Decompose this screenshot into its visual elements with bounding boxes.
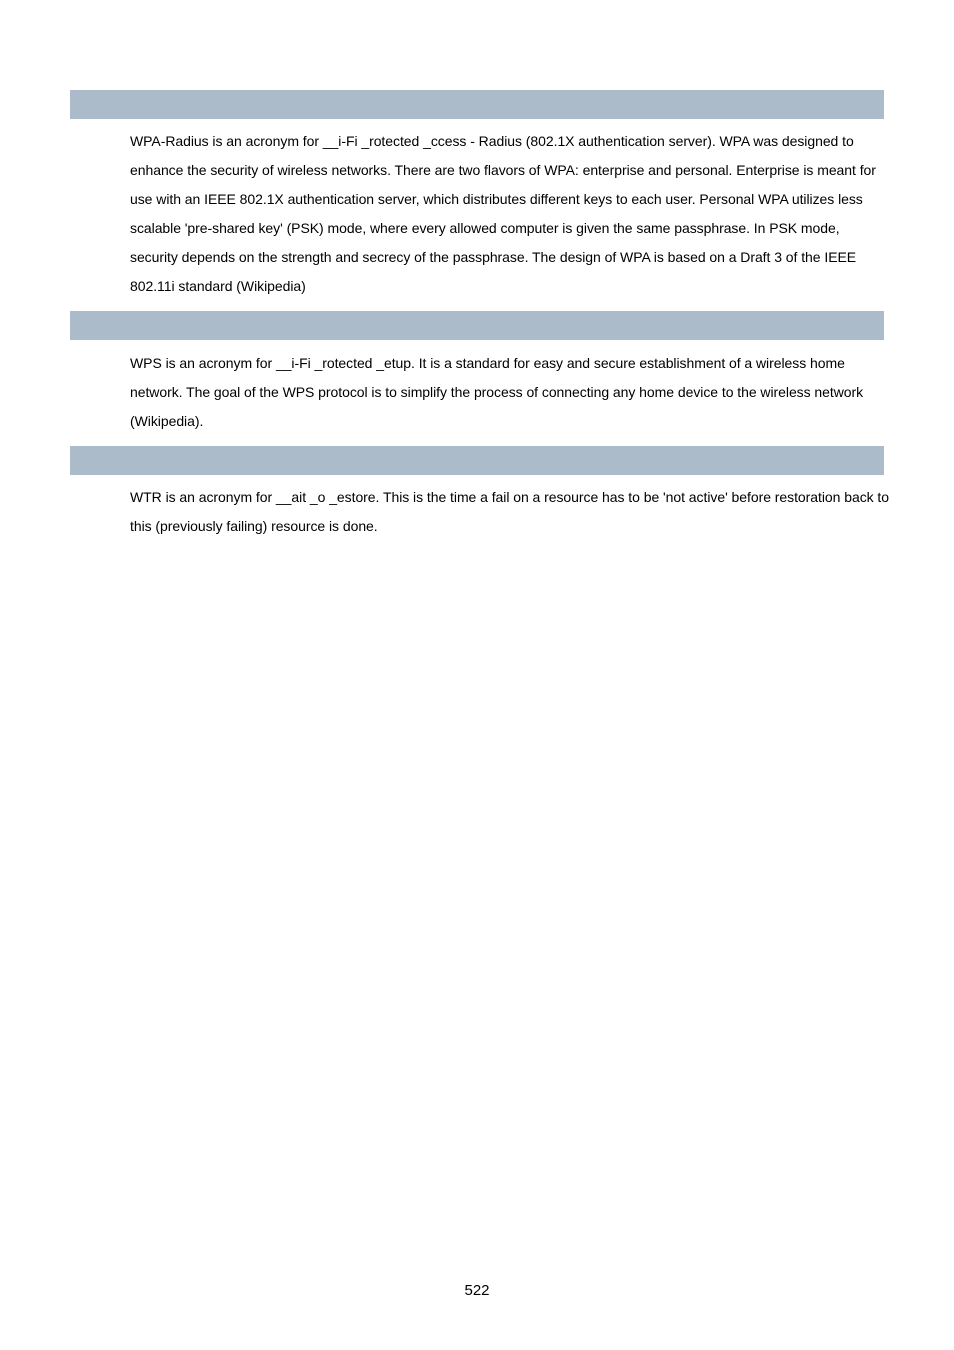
wtr-definition: WTR is an acronym for __ait _o _estore. This is the time a fail on a resource has to be 'not active' before restoration back to this (previously failing) resource is done. [130, 489, 890, 534]
section-header-bar-wtr [70, 446, 884, 475]
section-header-bar-wps [70, 311, 884, 340]
wps-definition: WPS is an acronym for __i-Fi _rotected _etup. It is a standard for easy and secure establishment of a wireless home network. The goal of the WPS protocol is to simplify the process of connecting any home device to the wireless network (Wikipedia). [130, 355, 864, 429]
section-header-bar-wpa-radius [70, 90, 884, 119]
page-number: 522 [464, 1282, 490, 1299]
wpa-radius-definition: WPA-Radius is an acronym for __i-Fi _rotected _ccess - Radius (802.1X authentication server). WPA was designed to enhance the security of wireless networks. There are two flavors of WPA: enterprise and personal. Enterprise is meant for use with an IEEE 802.1X authentication server, which distributes different keys to each user. Personal WPA utilizes less scalable 'pre-shared key' (PSK) mode, where every allowed computer is given the same passphrase. In PSK mode, security depends on the strength and secrecy of the passphrase. The design of WPA is based on a Draft 3 of the IEEE 802.11i standard (Wikipedia) [130, 133, 876, 294]
